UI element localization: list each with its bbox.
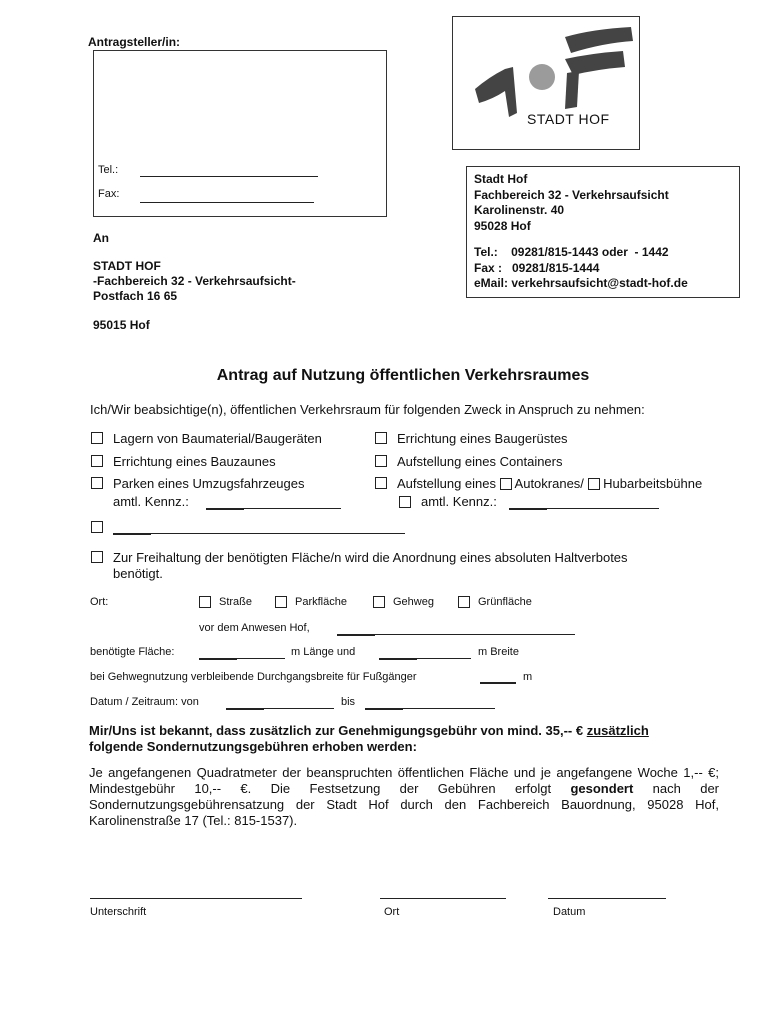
fees-zusaetzlich: zusätzlich <box>586 723 649 738</box>
checkbox-container[interactable] <box>375 455 387 467</box>
checkbox-lagern[interactable] <box>91 432 103 444</box>
checkbox-geruest[interactable] <box>375 432 387 444</box>
intro-text: Ich/Wir beabsichtige(n), öffentlichen Verkehrsraum für folgenden Zweck in Anspruch zu nehmen: <box>90 402 645 417</box>
gehwegbreite-unit: m <box>523 671 533 683</box>
datum-sign-line[interactable] <box>548 898 666 899</box>
strasse-label: Straße <box>219 596 253 608</box>
datum-label: Datum / Zeitraum: von <box>90 696 199 708</box>
tel-field[interactable] <box>140 176 318 177</box>
fees-notice <box>89 723 721 755</box>
haltverbot-text <box>113 550 628 582</box>
fees-line1: Mir/Uns ist bekannt, dass zusätzlich zur Genehmigungsgebühr von mind. 35,-- € <box>89 723 587 738</box>
option-lagern: Lagern von Baumaterial/Baugeräten <box>113 431 322 446</box>
option-container: Aufstellung eines Containers <box>397 454 563 469</box>
datum-sign-label: Datum <box>553 906 586 918</box>
option-aufstellung <box>397 476 702 491</box>
checkbox-autokran[interactable] <box>500 478 512 490</box>
autokran-label: Autokranes/ <box>514 476 584 491</box>
aufstellung-label: Aufstellung eines <box>397 476 497 491</box>
anwesen-field[interactable] <box>337 622 575 635</box>
checkbox-umzug[interactable] <box>91 477 103 489</box>
tel-label: Tel.: <box>98 164 119 176</box>
applicant-label: Antragsteller/in: <box>88 35 181 49</box>
recipient-address <box>93 259 296 304</box>
haltverbot-line1: Zur Freihaltung der benötigten Fläche/n wird die Anordnung eines absoluten Haltverbotes <box>113 550 628 565</box>
fax-field[interactable] <box>140 202 314 203</box>
authority-email: eMail: verkehrsaufsicht@stadt-hof.de <box>474 276 688 290</box>
ort-sign-line[interactable] <box>380 898 506 899</box>
gehwegbreite-field[interactable] <box>480 682 516 684</box>
sonstiges-field[interactable] <box>113 521 405 534</box>
checkbox-parkflaeche[interactable] <box>275 596 287 608</box>
breite-label: m Breite <box>478 646 519 658</box>
authority-address <box>474 172 688 292</box>
datum-von-field[interactable] <box>226 696 334 709</box>
flaeche-label: benötigte Fläche: <box>90 646 175 658</box>
stadt-hof-logo-icon <box>453 17 641 151</box>
recipient-line3: Postfach 16 65 <box>93 289 178 303</box>
checkbox-bauzaun[interactable] <box>91 455 103 467</box>
page-title: Antrag auf Nutzung öffentlichen Verkehrsraumes <box>216 367 590 384</box>
checkbox-haltverbot[interactable] <box>91 551 103 563</box>
checkbox-strasse[interactable] <box>199 596 211 608</box>
logo-box <box>452 16 640 150</box>
signature-label: Unterschrift <box>90 906 147 918</box>
applicant-address-box[interactable] <box>93 50 387 217</box>
authority-fax: Fax : 09281/815-1444 <box>474 260 600 275</box>
fax-label: Fax: <box>98 188 120 200</box>
kennz-left-label: amtl. Kennz.: <box>113 494 189 509</box>
gruenflaeche-label: Grünfläche <box>478 596 532 608</box>
datum-bis-field[interactable] <box>365 696 495 709</box>
fees-para-c: nach der Sondernutzungsgebührensatzung der Stadt Hof durch den Fachbereich Bauordnung, 95028 Hof, Karolinenstraße 17 (Tel.: 815-1537). <box>89 781 719 828</box>
kennz-left-field[interactable] <box>206 496 341 509</box>
authority-line4: 95028 Hof <box>474 218 531 233</box>
laenge-label: m Länge und <box>291 646 356 658</box>
checkbox-hubarbeit[interactable] <box>588 478 600 490</box>
option-geruest: Errichtung eines Baugerüstes <box>397 431 568 446</box>
authority-line2: Fachbereich 32 - Verkehrsaufsicht <box>474 187 669 202</box>
fees-para-a: Je angefangenen Quadratmeter der beanspruchten öffentlichen Fläche und je angefangene Woche 1,-- €; Mindestgebühr 10,-- €. Die Festsetzung der Gebühren erfolgt <box>89 765 719 796</box>
option-bauzaun: Errichtung eines Bauzaunes <box>113 454 276 469</box>
logo-text: STADT HOF <box>527 111 610 127</box>
option-umzug: Parken eines Umzugsfahrzeuges <box>113 476 305 491</box>
signature-line[interactable] <box>90 898 302 899</box>
authority-line3: Karolinenstr. 40 <box>474 203 565 217</box>
kennz-right-field[interactable] <box>509 496 659 509</box>
gehwegbreite-label: bei Gehwegnutzung verbleibende Durchgangsbreite für Fußgänger <box>90 671 417 683</box>
recipient-an: An <box>93 231 109 245</box>
fees-para-b: gesondert <box>570 781 634 796</box>
recipient-postcode: 95015 Hof <box>93 318 150 332</box>
checkbox-gehweg[interactable] <box>373 596 385 608</box>
recipient-line1: STADT HOF <box>93 259 161 273</box>
bis-label: bis <box>341 696 356 708</box>
recipient-line2: -Fachbereich 32 - Verkehrsaufsicht- <box>93 274 296 288</box>
fees-paragraph <box>89 765 719 829</box>
fees-line2: folgende Sondernutzungsgebühren erhoben werden: <box>89 739 417 754</box>
kennz-right-label: amtl. Kennz.: <box>421 494 497 509</box>
breite-field[interactable] <box>379 646 471 659</box>
checkbox-sonstiges[interactable] <box>91 521 103 533</box>
gehweg-label: Gehweg <box>393 596 434 608</box>
parkflaeche-label: Parkfläche <box>295 596 347 608</box>
checkbox-kennz-right[interactable] <box>399 496 411 508</box>
checkbox-gruenflaeche[interactable] <box>458 596 470 608</box>
anwesen-label: vor dem Anwesen Hof, <box>199 622 310 634</box>
haltverbot-line2: benötigt. <box>113 566 163 581</box>
laenge-field[interactable] <box>199 646 285 659</box>
checkbox-aufstellung[interactable] <box>375 477 387 489</box>
authority-line1: Stadt Hof <box>474 172 528 186</box>
ort-sign-label: Ort <box>384 906 400 918</box>
hubarbeit-label: Hubarbeitsbühne <box>603 476 703 491</box>
ort-label: Ort: <box>90 596 109 608</box>
authority-tel: Tel.: 09281/815-1443 oder - 1442 <box>474 245 669 259</box>
